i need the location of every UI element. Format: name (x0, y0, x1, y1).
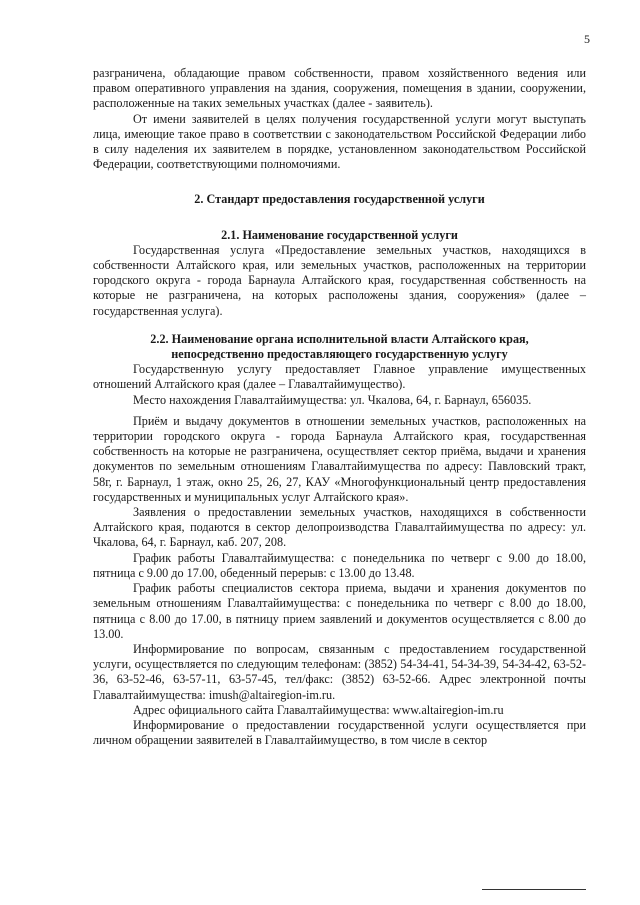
paragraph-contacts: Информирование по вопросам, связанным с предоставлением государственной услуги, осуществляется по следующим телефонам: (3852) 54-34-41, 54-34-39, 54-34-42, 63-52-36, 63-52-46, 63-57-11, 63-57-45, тел/факс: (3852) 63-52-66. Адрес электронной почты Главалтайимущества: imush@altairegion-im.ru. (93, 641, 586, 702)
paragraph-provider: Государственную услугу предоставляет Главное управление имущественных отношений Алтайского края (далее – Главалтайимущество). (93, 362, 586, 392)
paragraph-applications: Заявления о предоставлении земельных участков, находящихся в собственности Алтайского края, подаются в сектор делопроизводства Главалтайимущества по адресу: ул. Чкалова, 64, г. Барнаул, каб. 207, 208. (93, 505, 586, 550)
footer-rule (482, 889, 586, 890)
paragraph-location: Место нахождения Главалтайимущества: ул. Чкалова, 64, г. Барнаул, 656035. (133, 392, 532, 407)
subsection-heading-authority-line1: 2.2. Наименование органа исполнительной власти Алтайского края, (150, 331, 529, 346)
page-number: 5 (584, 32, 590, 46)
paragraph-document-reception: Приём и выдачу документов в отношении земельных участков, расположенных на территории городского округа - города Барнаула Алтайского края, государственная собственность на которые не разграничена, осуществляет сектор приёма, выдачи и хранения документов по земельным отношениям Главалтайимущества по адресу: Павловский тракт, 58г, г. Барнаул, 1 этаж, окно 25, 26, 27, КАУ «Многофункциональный центр предоставления государственных и муниципальных услуг Алтайского края». (93, 413, 586, 504)
paragraph-personal-informing: Информирование о предоставлении государственной услуги осуществляется при личном обращении заявителей в Главалтайимущество, в том числе в сектор (93, 717, 586, 748)
paragraph-representatives: От имени заявителей в целях получения государственной услуги могут выступать лица, имеющие такое право в соответствии с законодательством Российской Федерации либо в силу наделения их заявителем в порядке, установленном законодательством Российской Федерации, соответствующими полномочиями. (93, 111, 586, 172)
paragraph-website: Адрес официального сайта Главалтайимущества: www.altairegion-im.ru (133, 702, 504, 717)
paragraph-specialists-schedule: График работы специалистов сектора приема, выдачи и хранения документов по земельным отношениям Главалтайимущества: с понедельника по четверг с 8.00 до 18.00, пятница с 8.00 до 17.00, в пятницу прием заявлений и документов осуществляется с 8.00 до 13.00. (93, 581, 586, 641)
section-heading-standard: 2. Стандарт предоставления государственной услуги (194, 192, 485, 207)
subsection-heading-authority-line2: непосредственно предоставляющего государственную услугу (171, 347, 508, 362)
subsection-heading-service-name: 2.1. Наименование государственной услуги (221, 227, 458, 242)
document-body (93, 66, 586, 748)
paragraph-schedule: График работы Главалтайимущества: с понедельника по четверг с 9.00 до 18.00, пятница с 9.00 до 17.00, обеденный перерыв: с 13.00 до 13.48. (93, 550, 586, 580)
paragraph-applicant-definition: разграничена, обладающие правом собственности, правом хозяйственного ведения или правом оперативного управления на здания, сооружения, помещения в здании, сооружении, расположенные на таких земельных участках (далее - заявитель). (93, 66, 586, 111)
paragraph-service-name: Государственная услуга «Предоставление земельных участков, находящихся в собственности Алтайского края, или земельных участков, расположенных на территории городского округа - города Барнаула Алтайского края, государственная собственность на которые не разграничена, на которых расположены здания, сооружения» (далее – государственная услуга). (93, 242, 586, 318)
